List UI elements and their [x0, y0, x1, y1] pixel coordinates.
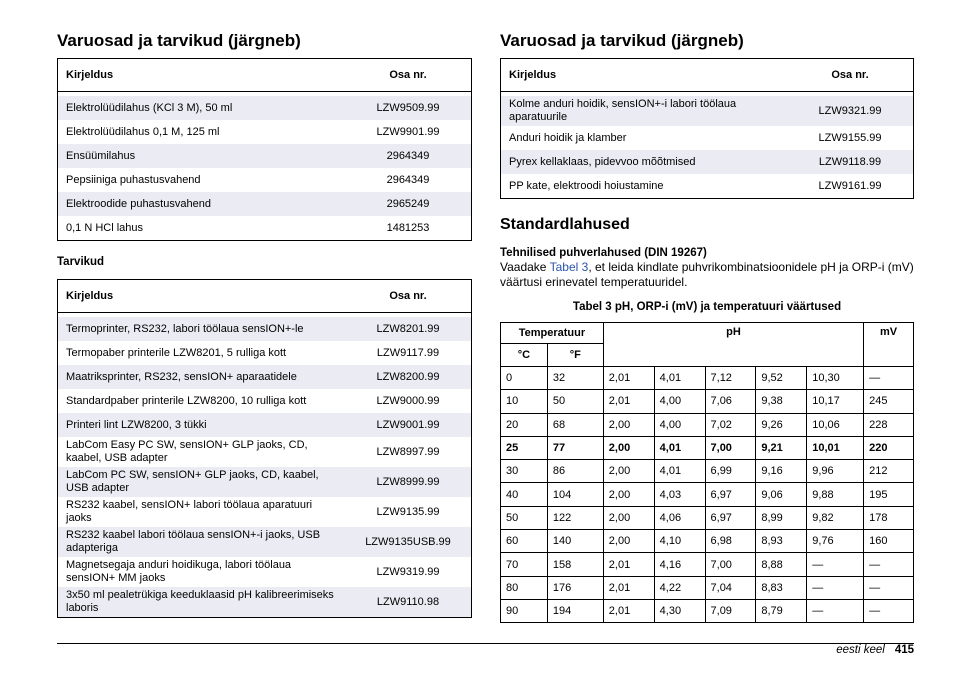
table-row: [58, 192, 472, 216]
page-footer: [836, 643, 914, 657]
part-number-cell: LZW9319.99: [376, 565, 440, 578]
fahrenheit-cell: 68: [547, 413, 603, 436]
ph-cell: 8,93: [756, 530, 807, 553]
ph-cell: 2,00: [603, 530, 654, 553]
table-row: [58, 317, 472, 341]
ph-cell: 10,17: [807, 390, 864, 413]
section-title-right: Varuosad ja tarvikud (järgneb): [500, 31, 744, 50]
accessories-heading: Tarvikud: [57, 256, 105, 268]
ph-cell: 6,97: [705, 483, 756, 506]
ph-cell: 2,00: [603, 483, 654, 506]
ph-cell: 4,22: [654, 576, 705, 599]
standard-solutions-heading: Standardlahused: [500, 216, 630, 233]
header-temperature: Temperatuur: [501, 323, 604, 344]
table-row: [58, 144, 472, 168]
ph-cell: 9,76: [807, 530, 864, 553]
description-cell: Magnetsegaja anduri hoidikuga, labori töölaua sensION+ MM jaoks: [66, 559, 292, 584]
celsius-cell: 40: [501, 483, 548, 506]
description-cell: Termopaber printerile LZW8201, 5 rulliga kott: [66, 346, 287, 359]
ph-cell: 9,16: [756, 460, 807, 483]
table-3-link[interactable]: Tabel 3: [549, 260, 589, 274]
table-row: [58, 365, 472, 389]
ph-cell: 8,79: [756, 599, 807, 622]
column-header-description: Kirjeldus: [58, 59, 346, 92]
footer-language: eesti keel: [836, 644, 885, 656]
ph-cell: 6,98: [705, 530, 756, 553]
ph-cell: 4,03: [654, 483, 705, 506]
description-cell: Ensüümilahus: [58, 144, 346, 168]
spare-parts-rows-right: [501, 92, 914, 199]
table-row: [501, 436, 914, 459]
part-number-cell: LZW9901.99: [376, 125, 440, 138]
table-row: [501, 599, 914, 622]
part-number-cell: LZW9135USB.99: [345, 527, 472, 557]
ph-cell: 4,01: [654, 460, 705, 483]
ph-cell: 10,30: [807, 367, 864, 390]
ph-cell: 2,01: [603, 553, 654, 576]
ph-cell: 4,16: [654, 553, 705, 576]
part-number-cell: LZW8999.99: [345, 467, 472, 497]
celsius-cell: 20: [501, 413, 548, 436]
table-row: [58, 557, 472, 587]
description-cell: Anduri hoidik ja klamber: [509, 131, 627, 144]
table-row: [501, 174, 914, 199]
technical-buffers-heading: Tehnilised puhverlahused (DIN 19267): [500, 247, 707, 259]
description-cell: Kolme anduri hoidik, sensION+-i labori töölaua aparatuurile: [501, 96, 788, 126]
mv-cell: —: [864, 553, 914, 576]
celsius-cell: 25: [501, 436, 548, 459]
ph-cell: 7,06: [705, 390, 756, 413]
celsius-cell: 50: [501, 506, 548, 529]
ph-cell: 2,01: [603, 599, 654, 622]
celsius-cell: 0: [501, 367, 548, 390]
page-number: 415: [894, 644, 914, 656]
ph-cell: 7,00: [705, 436, 756, 459]
celsius-cell: 80: [501, 576, 548, 599]
part-number-cell: 2964349: [345, 144, 472, 168]
ph-cell: 9,21: [756, 436, 807, 459]
celsius-cell: 60: [501, 530, 548, 553]
table-row: [58, 437, 472, 467]
description-cell: Elektroodide puhastusvahend: [58, 192, 346, 216]
ph-cell: 2,01: [603, 390, 654, 413]
ph-cell: 8,88: [756, 553, 807, 576]
header-fahrenheit: °F: [547, 344, 603, 367]
ph-cell: 7,00: [705, 553, 756, 576]
fahrenheit-cell: 176: [547, 576, 603, 599]
table-row: [58, 413, 472, 437]
description-cell: Printeri lint LZW8200, 3 tükki: [58, 413, 346, 437]
table-row: [58, 120, 472, 144]
table-row: [58, 497, 472, 527]
column-header-part-number: Osa nr.: [787, 59, 914, 92]
description-cell: Pepsiiniga puhastusvahend: [66, 173, 201, 186]
header-mv: mV: [864, 323, 914, 367]
part-number-cell: LZW9135.99: [376, 505, 440, 518]
left-column: [57, 30, 472, 618]
ph-cell: 8,99: [756, 506, 807, 529]
table-row: [58, 467, 472, 497]
description-cell: RS232 kaabel, sensION+ labori töölaua aparatuuri jaoks: [66, 499, 313, 524]
description-cell: Maatriksprinter, RS232, sensION+ aparaatidele: [58, 365, 346, 389]
table-row: [501, 413, 914, 436]
fahrenheit-cell: 104: [547, 483, 603, 506]
description-cell: PP kate, elektroodi hoiustamine: [509, 179, 664, 192]
fahrenheit-cell: 86: [547, 460, 603, 483]
mv-cell: —: [864, 599, 914, 622]
description-cell: 0,1 N HCl lahus: [66, 221, 144, 234]
mv-cell: 245: [864, 390, 914, 413]
celsius-cell: 70: [501, 553, 548, 576]
intro-text: , et leida kindlate puhvrikombinatsioonidele pH ja ORP-i (mV) väärtusi erinevatel temperatuuridel.: [500, 260, 914, 289]
table-row: [501, 506, 914, 529]
table-row: [501, 367, 914, 390]
celsius-cell: 30: [501, 460, 548, 483]
part-number-cell: LZW8201.99: [345, 317, 472, 341]
part-number-cell: LZW9000.99: [376, 394, 440, 407]
ph-cell: 2,01: [603, 367, 654, 390]
mv-cell: 220: [864, 436, 914, 459]
ph-cell: 7,04: [705, 576, 756, 599]
part-number-cell: LZW9001.99: [345, 413, 472, 437]
ph-cell: 4,10: [654, 530, 705, 553]
ph-cell: 7,09: [705, 599, 756, 622]
ph-table-rows: [501, 367, 914, 623]
table-row: [58, 527, 472, 557]
table-row: [501, 150, 914, 174]
right-column: [500, 30, 914, 623]
part-number-cell: LZW8997.99: [376, 445, 440, 458]
spare-parts-table-right: [500, 58, 914, 199]
ph-cell: 7,02: [705, 413, 756, 436]
ph-cell: 9,38: [756, 390, 807, 413]
description-cell: LabCom Easy PC SW, sensION+ GLP jaoks, CD, kaabel, USB adapter: [66, 439, 308, 464]
buffers-intro-paragraph: [500, 260, 914, 290]
ph-cell: 4,01: [654, 436, 705, 459]
part-number-cell: LZW9155.99: [818, 131, 882, 144]
mv-cell: 160: [864, 530, 914, 553]
header-ph: pH: [603, 323, 863, 367]
description-cell: Standardpaber printerile LZW8200, 10 rulliga kott: [66, 394, 307, 407]
ph-cell: 2,00: [603, 436, 654, 459]
table-row: [501, 483, 914, 506]
fahrenheit-cell: 140: [547, 530, 603, 553]
column-header-description: Kirjeldus: [58, 280, 346, 313]
ph-cell: 9,96: [807, 460, 864, 483]
description-cell: Pyrex kellaklaas, pidevvoo mõõtmised: [501, 150, 788, 174]
mv-cell: —: [864, 576, 914, 599]
ph-orp-temperature-table: [500, 322, 914, 623]
description-cell: Elektrolüüdilahus (KCl 3 M), 50 ml: [58, 96, 346, 120]
ph-cell: 10,01: [807, 436, 864, 459]
mv-cell: 228: [864, 413, 914, 436]
part-number-cell: LZW9117.99: [376, 346, 440, 359]
ph-cell: 4,06: [654, 506, 705, 529]
part-number-cell: LZW8200.99: [345, 365, 472, 389]
part-number-cell: LZW9509.99: [345, 96, 472, 120]
accessories-table: [57, 279, 472, 618]
intro-text: Vaadake: [500, 260, 550, 274]
ph-cell: 2,01: [603, 576, 654, 599]
ph-cell: 4,01: [654, 367, 705, 390]
part-number-cell: 2965249: [345, 192, 472, 216]
fahrenheit-cell: 32: [547, 367, 603, 390]
accessories-rows: [58, 313, 472, 618]
ph-cell: —: [807, 553, 864, 576]
description-cell: Termoprinter, RS232, labori töölaua sensION+-le: [58, 317, 346, 341]
fahrenheit-cell: 50: [547, 390, 603, 413]
spare-parts-table-left: [57, 58, 472, 241]
description-cell: Elektrolüüdilahus 0,1 M, 125 ml: [66, 125, 220, 138]
footer-divider: [57, 643, 914, 644]
table-row: [58, 389, 472, 413]
column-header-part-number: Osa nr.: [345, 59, 472, 92]
fahrenheit-cell: 122: [547, 506, 603, 529]
ph-cell: 9,82: [807, 506, 864, 529]
column-header-description: Kirjeldus: [501, 59, 788, 92]
ph-cell: 6,97: [705, 506, 756, 529]
table-row: [501, 96, 914, 126]
ph-cell: 2,00: [603, 413, 654, 436]
mv-cell: 195: [864, 483, 914, 506]
ph-cell: 2,00: [603, 506, 654, 529]
celsius-cell: 90: [501, 599, 548, 622]
ph-cell: 9,52: [756, 367, 807, 390]
part-number-cell: LZW9321.99: [787, 96, 914, 126]
description-cell: LabCom PC SW, sensION+ GLP jaoks, CD, kaabel, USB adapter: [58, 467, 346, 497]
fahrenheit-cell: 194: [547, 599, 603, 622]
table-caption: Tabel 3 pH, ORP-i (mV) ja temperatuuri väärtused: [572, 301, 842, 313]
ph-cell: —: [807, 576, 864, 599]
ph-cell: 6,99: [705, 460, 756, 483]
part-number-cell: LZW9110.98: [345, 587, 472, 618]
spare-parts-rows-left: [58, 92, 472, 241]
table-row: [58, 587, 472, 618]
section-title-left: Varuosad ja tarvikud (järgneb): [57, 31, 301, 50]
table-row: [501, 390, 914, 413]
part-number-cell: LZW9161.99: [818, 179, 882, 192]
part-number-cell: LZW9118.99: [787, 150, 914, 174]
ph-cell: 4,00: [654, 413, 705, 436]
table-row: [501, 553, 914, 576]
part-number-cell: 1481253: [386, 221, 430, 234]
header-celsius: °C: [501, 344, 548, 367]
ph-cell: —: [807, 599, 864, 622]
table-row: [501, 576, 914, 599]
table-row: [58, 96, 472, 120]
ph-cell: 9,06: [756, 483, 807, 506]
fahrenheit-cell: 77: [547, 436, 603, 459]
column-header-part-number: Osa nr.: [345, 280, 472, 313]
ph-cell: 9,26: [756, 413, 807, 436]
ph-cell: 4,00: [654, 390, 705, 413]
ph-cell: 7,12: [705, 367, 756, 390]
table-row: [501, 460, 914, 483]
ph-cell: 2,00: [603, 460, 654, 483]
mv-cell: 212: [864, 460, 914, 483]
table-row: [501, 126, 914, 150]
description-cell: RS232 kaabel labori töölaua sensION+-i jaoks, USB adapteriga: [58, 527, 346, 557]
mv-cell: —: [864, 367, 914, 390]
ph-cell: 8,83: [756, 576, 807, 599]
description-cell: 3x50 ml pealetrükiga keeduklaasid pH kalibreerimiseks laboris: [58, 587, 346, 618]
fahrenheit-cell: 158: [547, 553, 603, 576]
table-row: [58, 168, 472, 192]
table-row: [58, 341, 472, 365]
table-row: [58, 216, 472, 241]
ph-cell: 10,06: [807, 413, 864, 436]
table-row: [501, 530, 914, 553]
mv-cell: 178: [864, 506, 914, 529]
celsius-cell: 10: [501, 390, 548, 413]
ph-cell: 4,30: [654, 599, 705, 622]
ph-cell: 9,88: [807, 483, 864, 506]
part-number-cell: 2964349: [386, 173, 430, 186]
